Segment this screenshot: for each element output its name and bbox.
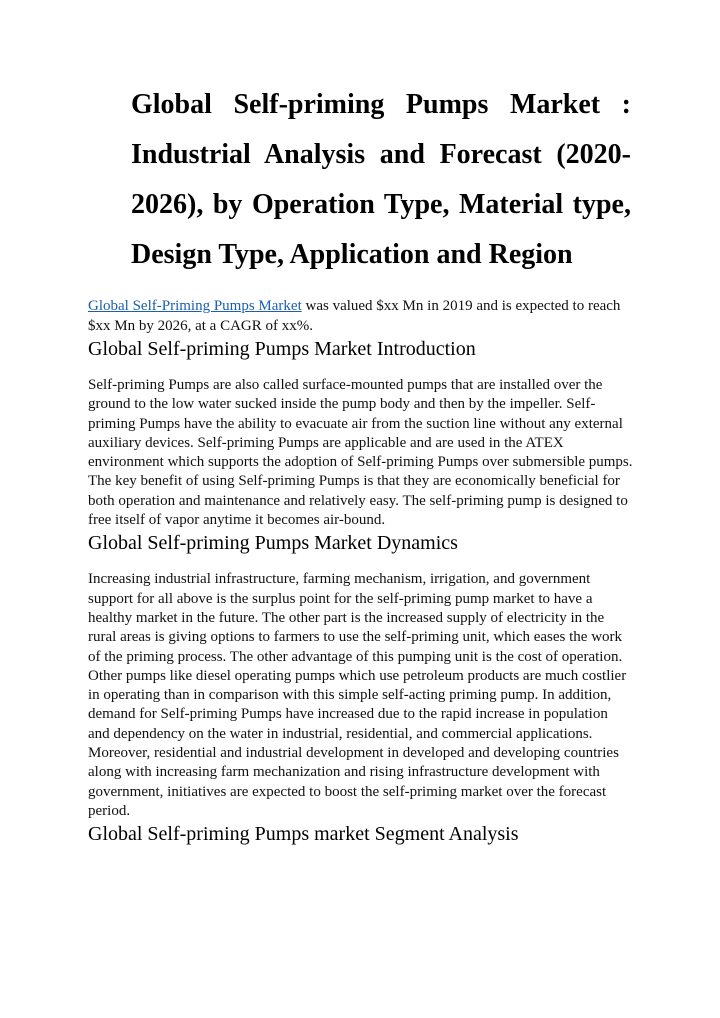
title-line: 2026), by Operation Type, Material type, bbox=[131, 189, 631, 220]
dynamics-paragraph: Increasing industrial infrastructure, farming mechanism, irrigation, and government support for all above is the surplus point for the self-priming pump market to have a healthy market in the future. The other part is the increased supply of electricity in the rural areas is giving options to farmers to use the self-priming unit, which eases the work of the priming process. The other advantage of this pumping unit is the cost of operation. Other pumps like diesel operating pumps which use petroleum products are much costlier in operating than in comparison with this simple self-acting priming pump. In addition, demand for Self-priming Pumps have increased due to the rapid increase in population and dependency on the water in industrial, residential, and commercial applications. Moreover, residential and industrial development in developed and developing countries along with increasing farm mechanization and rising infrastructure development with government, initiatives are expected to boost the self-priming market over the forecast period. bbox=[88, 571, 627, 819]
market-link[interactable]: Global Self-Priming Pumps Market bbox=[88, 298, 302, 314]
title-line: Industrial Analysis and Forecast (2020- bbox=[131, 139, 631, 170]
spacer bbox=[88, 556, 633, 570]
spacer bbox=[88, 362, 633, 376]
document-title bbox=[131, 80, 631, 280]
section-heading-dynamics: Global Self-priming Pumps Market Dynamics bbox=[88, 532, 458, 555]
section-heading-introduction: Global Self-priming Pumps Market Introduction bbox=[88, 338, 476, 360]
intro-text: was valued $xx Mn in 2019 and is expected to reach $xx Mn by 2026, at a CAGR of xx%. bbox=[88, 298, 621, 334]
intro-paragraph bbox=[88, 296, 633, 336]
document-body bbox=[88, 296, 633, 847]
section-heading-segment-analysis: Global Self-priming Pumps market Segment Analysis bbox=[88, 823, 519, 846]
introduction-paragraph: Self-priming Pumps are also called surface-mounted pumps that are installed over the ground to the low water sucked inside the pump body and then by the impeller. Self-priming Pumps have the ability to evacuate air from the suction line without any external auxiliary devices. Self-priming Pumps are applicable and are used in the ATEX environment which supports the adoption of Self-priming Pumps over submersible pumps. The key benefit of using Self-priming Pumps is that they are economically beneficial for both operation and maintenance and relatively easy. The self-priming pump is designed to free itself of vapor anytime it becomes air-bound. bbox=[88, 377, 633, 529]
title-line: Global Self-priming Pumps Market : bbox=[131, 89, 631, 120]
title-line: Design Type, Application and Region bbox=[131, 239, 573, 270]
